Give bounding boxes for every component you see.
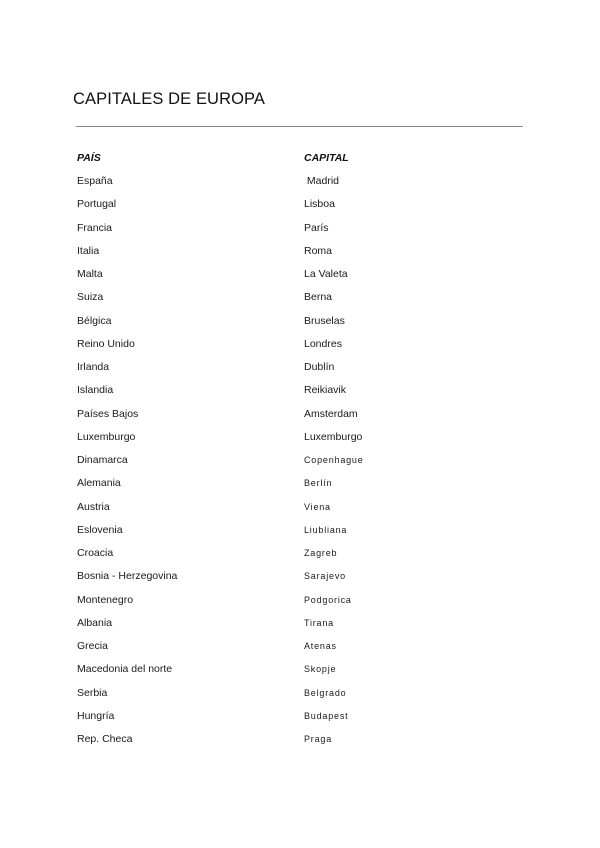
table-row — [0, 197, 600, 220]
table-row — [0, 616, 600, 639]
table-row — [0, 453, 600, 476]
table-row — [0, 569, 600, 592]
capital-cell: Amsterdam — [304, 407, 358, 420]
table-row — [0, 244, 600, 267]
country-cell: Serbia — [77, 686, 108, 699]
table-row — [0, 314, 600, 337]
table-row — [0, 686, 600, 709]
country-cell: Reino Unido — [77, 337, 135, 350]
country-cell: Dinamarca — [77, 454, 128, 466]
country-cell: Montenegro — [77, 593, 134, 606]
table-row — [0, 523, 600, 546]
capital-cell: Tirana — [304, 617, 334, 628]
table-row — [0, 430, 600, 453]
table-header — [0, 152, 600, 166]
table-row — [0, 221, 600, 244]
table-row — [0, 662, 600, 685]
capital-cell: Luxemburgo — [304, 430, 363, 443]
table-row — [0, 337, 600, 360]
country-column-header: PAÍS — [77, 152, 101, 164]
title-divider — [76, 126, 523, 127]
country-cell: Islandia — [77, 384, 114, 397]
country-cell: Luxemburgo — [77, 430, 136, 443]
table-row — [0, 593, 600, 616]
capital-cell: Zagreb — [304, 548, 338, 558]
country-cell: Macedonia del norte — [77, 663, 173, 676]
country-cell: Eslovenia — [77, 523, 123, 536]
country-cell: Italia — [77, 244, 100, 257]
country-cell: Rep. Checa — [77, 733, 133, 745]
table-row — [0, 500, 600, 523]
table-row — [0, 174, 600, 197]
country-cell: Albania — [77, 616, 113, 629]
capital-cell: Bruselas — [304, 314, 345, 327]
capital-cell: Dublín — [304, 361, 335, 373]
capital-cell: Atenas — [304, 641, 337, 651]
country-cell: Suiza — [77, 291, 104, 304]
capital-cell: Sarajevo — [304, 571, 346, 582]
table-row — [0, 290, 600, 313]
capital-cell: Roma — [304, 244, 333, 257]
country-cell: Bélgica — [77, 314, 112, 327]
capital-cell: Berna — [304, 291, 333, 304]
capital-cell: La Valeta — [304, 268, 348, 280]
capital-cell: Berlín — [304, 478, 333, 489]
capitals-table — [0, 174, 600, 755]
capital-cell: Reikiavik — [304, 384, 347, 397]
country-cell: Grecia — [77, 640, 108, 652]
capital-cell: Praga — [304, 734, 333, 744]
capital-cell: Podgorica — [304, 594, 352, 605]
capital-cell: Skopje — [304, 664, 337, 675]
country-cell: España — [77, 175, 113, 187]
capital-cell: Belgrado — [304, 687, 347, 698]
country-cell: Austria — [77, 500, 110, 513]
table-row — [0, 709, 600, 732]
capital-cell: Viena — [304, 501, 331, 512]
capital-cell: Londres — [304, 337, 342, 350]
capital-cell: Liubliana — [304, 524, 348, 535]
country-cell: Hungría — [77, 709, 115, 722]
capital-cell: Budapest — [304, 710, 349, 721]
capital-cell: Copenhague — [304, 455, 364, 465]
country-cell: Malta — [77, 268, 103, 280]
capital-cell: París — [304, 221, 329, 234]
capital-cell: Lisboa — [304, 198, 335, 211]
table-row — [0, 732, 600, 755]
country-cell: Croacia — [77, 547, 114, 559]
country-cell: Países Bajos — [77, 407, 139, 420]
country-cell: Portugal — [77, 198, 117, 211]
table-row — [0, 360, 600, 383]
capital-column-header: CAPITAL — [304, 152, 349, 164]
table-row — [0, 476, 600, 499]
capital-cell: Madrid — [304, 175, 340, 187]
page-title: CAPITALES DE EUROPA — [73, 90, 266, 108]
table-row — [0, 267, 600, 290]
country-cell: Alemania — [77, 477, 121, 490]
country-cell: Francia — [77, 221, 113, 234]
country-cell: Bosnia - Herzegovina — [77, 570, 178, 583]
table-row — [0, 546, 600, 569]
table-row — [0, 639, 600, 662]
country-cell: Irlanda — [77, 361, 110, 373]
table-row — [0, 383, 600, 406]
table-row — [0, 407, 600, 430]
